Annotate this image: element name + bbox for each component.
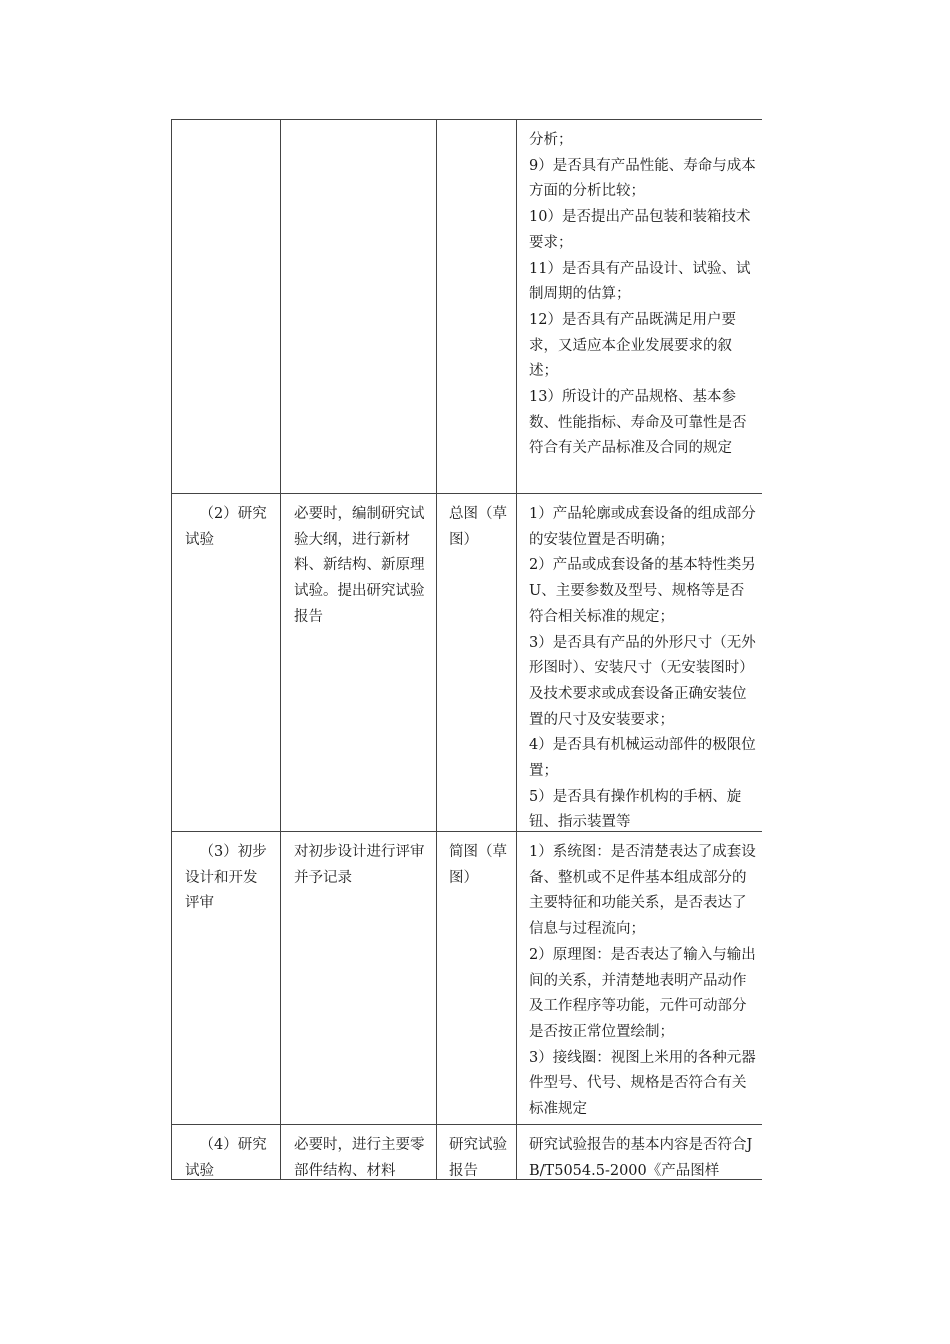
review-items-cell xyxy=(517,494,763,832)
deliverable-text: 简图（草图） xyxy=(449,844,507,886)
review-item: 9）是否具有产品性能、寿命与成本方面的分析比较； xyxy=(529,157,756,200)
stage-text: （4）研究试验 xyxy=(185,1137,267,1179)
review-item: 2）产品或成套设备的基本特性类另U、主要参数及型号、规格等是否符合相关标准的规定； xyxy=(529,557,756,625)
content-cell xyxy=(281,494,437,832)
design-review-table xyxy=(171,119,762,1180)
deliverable-text: 总图（草图） xyxy=(449,506,507,548)
deliverable-text xyxy=(437,120,516,493)
deliverable-cell xyxy=(437,494,517,832)
deliverable-cell xyxy=(437,120,517,494)
table-row xyxy=(172,494,763,832)
review-item: 1）产品轮廓或成套设备的组成部分的安装位置是否明确； xyxy=(529,506,756,548)
review-item: 12）是否具有产品既满足用户要求，又适应本企业发展要求的叙述； xyxy=(529,311,736,380)
content-text: 必要时，进行主要零部件结构、材料 xyxy=(294,1137,425,1179)
review-item: 4）是否具有机械运动部件的极限位置； xyxy=(529,737,756,780)
review-item: 11）是否具有产品设计、试验、试制周期的估算； xyxy=(529,260,751,303)
stage-cell xyxy=(172,494,281,832)
content-text: 对初步设计进行评审并予记录 xyxy=(294,844,425,886)
review-item: 13）所设计的产品规格、基本参数、性能指标、寿命及可靠性是否符合有关产品标准及合同的规定 xyxy=(529,389,747,457)
stage-cell xyxy=(172,120,281,494)
review-item: 3）是否具有产品的外形尺寸（无外形图时）、安装尺寸（无安装图时）及技术要求或成套设备正确安装位置的尺寸及安装要求； xyxy=(529,634,756,728)
content-cell xyxy=(281,832,437,1125)
table-row xyxy=(172,1125,763,1180)
deliverable-cell xyxy=(437,1125,517,1180)
deliverable-text: 研究试验报告 xyxy=(449,1137,507,1179)
table-row xyxy=(172,832,763,1125)
review-item: 分析； xyxy=(529,132,573,148)
review-items-cell xyxy=(517,1125,763,1180)
table-row xyxy=(172,120,763,494)
stage-text xyxy=(172,120,280,493)
review-item: 2）原理图：是否表达了输入与输出间的关系，并清楚地表明产品动作及工作程序等功能，元件可动部分是否按正常位置绘制； xyxy=(529,946,756,1040)
review-item: 10）是否提出产品包装和装箱技术要求； xyxy=(529,209,751,251)
review-item: 研究试验报告的基本内容是否符合JB/T5054.5-2000《产品图样 xyxy=(529,1137,753,1179)
deliverable-cell xyxy=(437,832,517,1125)
stage-cell xyxy=(172,832,281,1125)
content-cell xyxy=(281,1125,437,1180)
review-item: 5）是否具有操作机构的手柄、旋钮、指示装置等 xyxy=(529,788,742,831)
stage-text: （3）初步设计和开发评审 xyxy=(185,844,267,912)
stage-cell xyxy=(172,1125,281,1180)
content-text xyxy=(281,120,436,493)
content-cell xyxy=(281,120,437,494)
stage-text: （2）研究试验 xyxy=(185,506,267,548)
review-item: 3）接线圈：视图上米用的各种元器件型号、代号、规格是否符合有关标准规定 xyxy=(529,1049,756,1118)
content-text: 必要时，编制研究试验大纲，进行新材料、新结构、新原理试验。提出研究试验报告 xyxy=(294,506,425,625)
review-item: 1）系统图：是否清楚表达了成套设备、整机或不足件基本组成部分的主要特征和功能关系，是否表达了信息与过程流向； xyxy=(529,844,756,938)
review-items-cell xyxy=(517,832,763,1125)
review-items-cell xyxy=(517,120,763,494)
